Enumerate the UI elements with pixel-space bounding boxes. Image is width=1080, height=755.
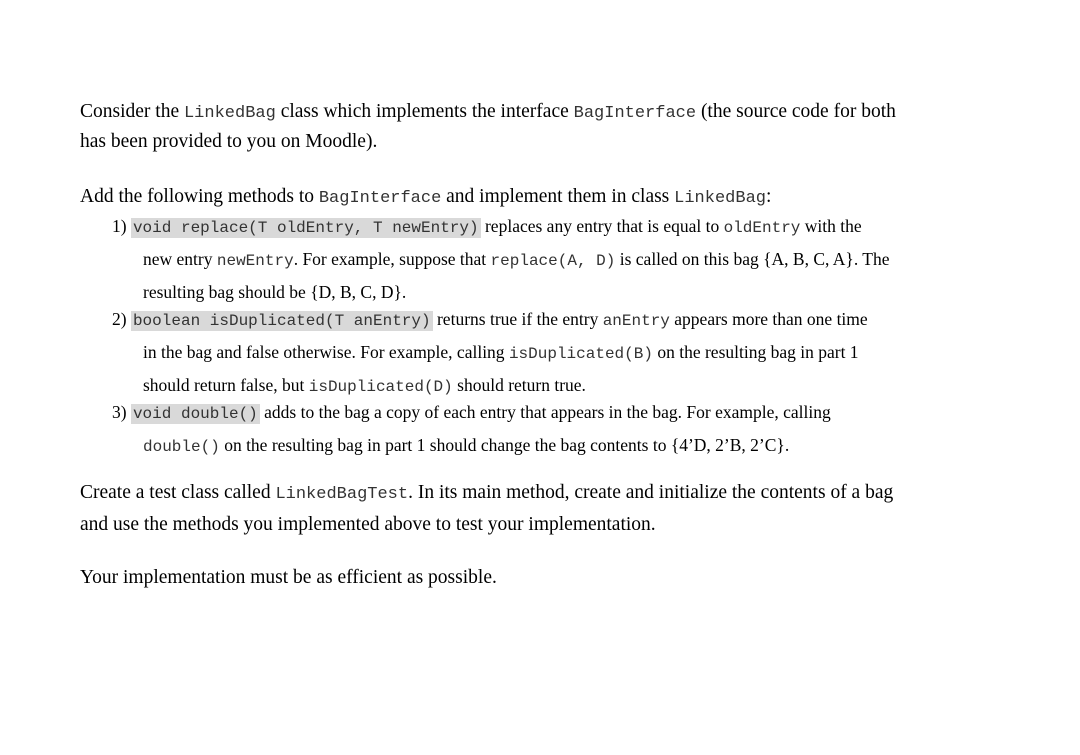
- test-line-1: Create a test class called LinkedBagTest. In its main method, create and initialize the contents of a bag: [80, 482, 894, 504]
- code-linkedbag: LinkedBag: [183, 104, 276, 123]
- code-linkedbagtest: LinkedBagTest: [275, 485, 409, 504]
- intro-line-1: Consider the LinkedBag class which implements the interface BagInterface (the source code for both: [80, 101, 896, 123]
- method-signature: void double(): [132, 405, 258, 423]
- list-item-line: 1) void replace(T oldEntry, T newEntry) replaces any entry that is equal to oldEntry with the: [112, 211, 1012, 244]
- list-item-line: new entry newEntry. For example, suppose that replace(A, D) is called on this bag {A, B, C, A}. The: [143, 249, 890, 270]
- efficiency-paragraph: Your implementation must be as efficient as possible.: [80, 567, 497, 588]
- item-number: 1): [112, 216, 127, 236]
- test-line-2: and use the methods you implemented above to test your implementation.: [80, 514, 656, 535]
- list-item-replace: [112, 211, 1012, 308]
- intro-paragraph: [80, 98, 1010, 156]
- item-number: 3): [112, 402, 127, 422]
- list-item-line: in the bag and false otherwise. For example, calling isDuplicated(B) on the resulting bag in part 1: [143, 342, 859, 363]
- method-signature: boolean isDuplicated(T anEntry): [132, 312, 431, 330]
- code-linkedbag: LinkedBag: [674, 189, 766, 208]
- test-class-paragraph: [80, 478, 1010, 540]
- list-item-isduplicated: [112, 304, 1012, 403]
- item-number: 2): [112, 309, 127, 329]
- instructions-paragraph: Add the following methods to BagInterface and implement them in class LinkedBag:: [80, 186, 772, 208]
- intro-line-2: has been provided to you on Moodle).: [80, 131, 378, 152]
- list-item-line: should return false, but isDuplicated(D) should return true.: [143, 375, 586, 396]
- method-signature: void replace(T oldEntry, T newEntry): [132, 219, 479, 237]
- code-baginterface: BagInterface: [573, 104, 697, 123]
- list-item-line: 3) void double() adds to the bag a copy of each entry that appears in the bag. For example, calling: [112, 397, 1012, 430]
- list-item-line: double() on the resulting bag in part 1 should change the bag contents to {4’D, 2’B, 2’C}.: [143, 435, 790, 456]
- list-item-line: 2) boolean isDuplicated(T anEntry) returns true if the entry anEntry appears more than one time: [112, 304, 1012, 337]
- list-item-line: resulting bag should be {D, B, C, D}.: [143, 282, 407, 302]
- code-baginterface: BagInterface: [318, 189, 442, 208]
- list-item-double: [112, 397, 1012, 463]
